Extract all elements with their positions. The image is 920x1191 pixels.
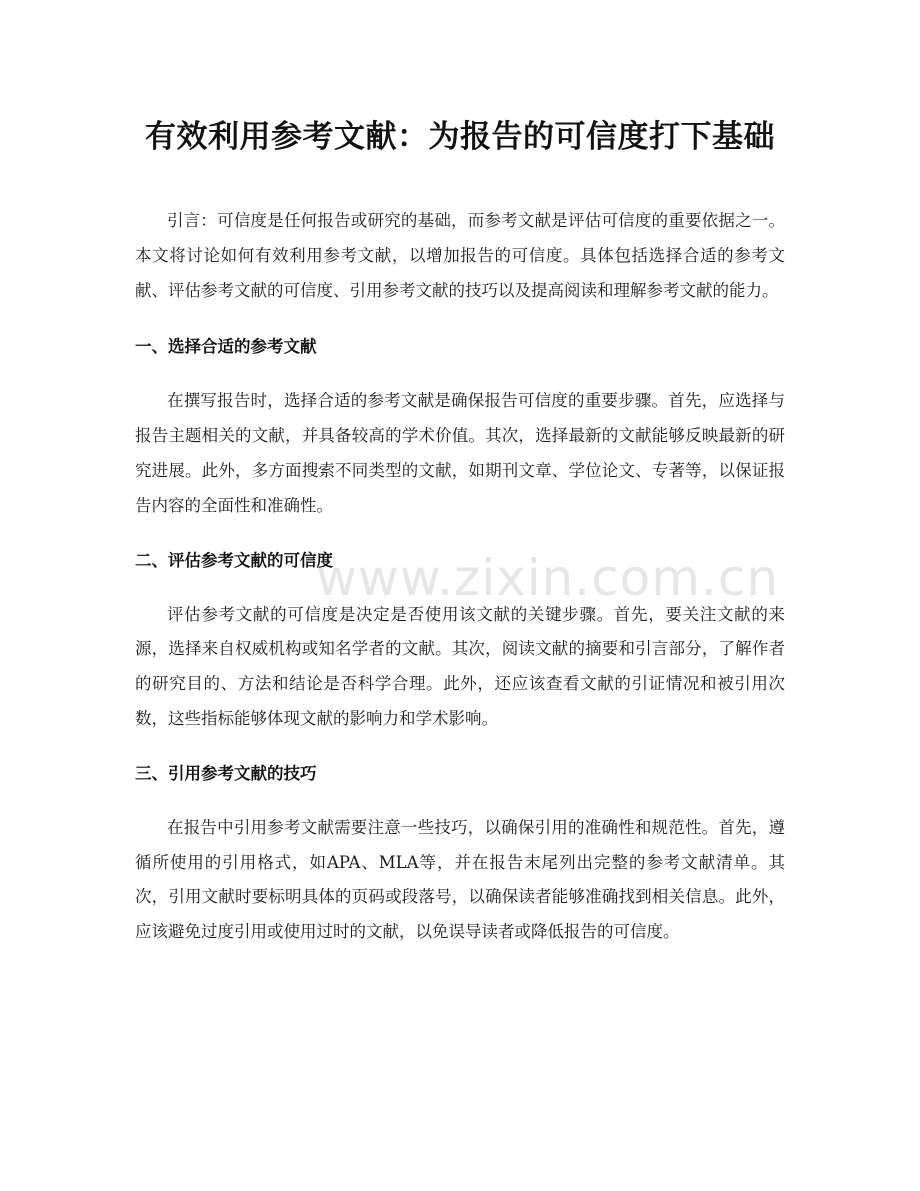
section-heading-2: 二、评估参考文献的可信度 xyxy=(135,550,333,570)
intro-paragraph: 引言：可信度是任何报告或研究的基础，而参考文献是评估可信度的重要依据之一。本文将讨论如何有效利用参考文献，以增加报告的可信度。具体包括选择合适的参考文献、评估参考文献的可信度、引用参考文献的技巧以及提高阅读和理解参考文献的能力。 xyxy=(135,211,785,300)
section-heading-3: 三、引用参考文献的技巧 xyxy=(135,763,317,783)
section-heading-1: 一、选择合适的参考文献 xyxy=(135,337,317,357)
section-body-1: 在撰写报告时，选择合适的参考文献是确保报告可信度的重要步骤。首先，应选择与报告主题相关的文献，并具备较高的学术价值。其次，选择最新的文献能够反映最新的研究进展。此外，多方面搜索不同类型的文献，如期刊文章、学位论文、专著等，以保证报告内容的全面性和准确性。 xyxy=(135,391,785,515)
section-body-3: 在报告中引用参考文献需要注意一些技巧，以确保引用的准确性和规范性。首先，遵循所使用的引用格式，如APA、MLA等，并在报告末尾列出完整的参考文献清单。其次，引用文献时要标明具体的页码或段落号，以确保读者能够准确找到相关信息。此外，应该避免过度引用或使用过时的文献，以免误导读者或降低报告的可信度。 xyxy=(135,817,785,942)
document-page xyxy=(135,0,785,950)
document-title: 有效利用参考文献：为报告的可信度打下基础 xyxy=(145,119,775,155)
section-body-2: 评估参考文献的可信度是决定是否使用该文献的关键步骤。首先，要关注文献的来源，选择来自权威机构或知名学者的文献。其次，阅读文献的摘要和引言部分，了解作者的研究目的、方法和结论是否科学合理。此外，还应该查看文献的引证情况和被引用次数，这些指标能够体现文献的影响力和学术影响。 xyxy=(135,604,785,728)
watermark: www.zixin.com.cn xyxy=(316,549,780,607)
